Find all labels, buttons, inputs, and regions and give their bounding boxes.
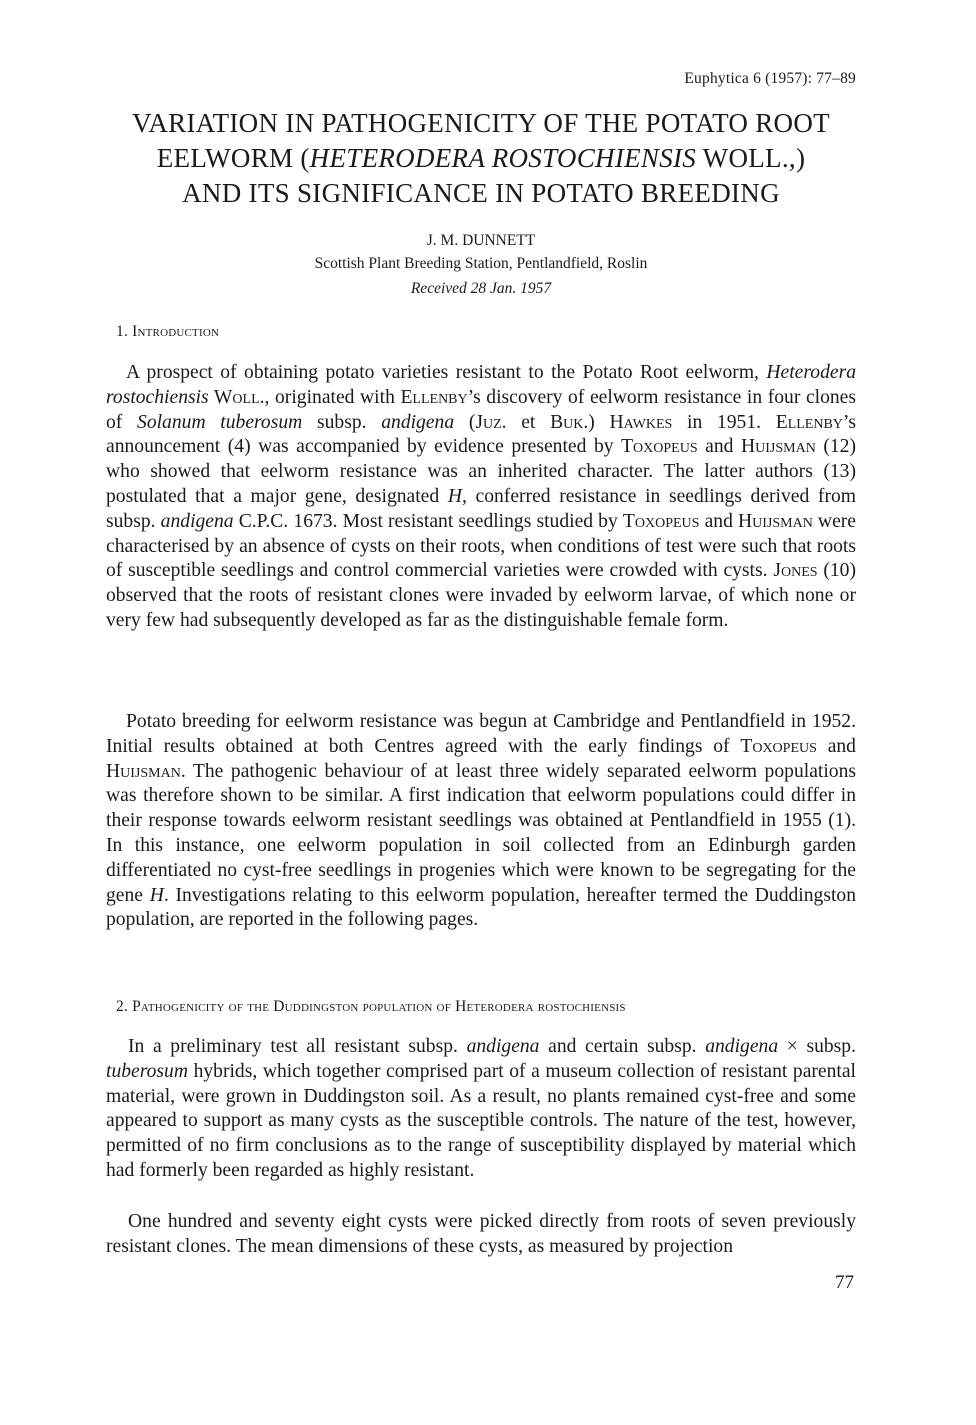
italic-term: Heterodera rostochiensis bbox=[106, 362, 856, 408]
text-run: (12) who showed that eelworm resistance was an inherited character. The latter authors (13) postulated that a major gene, designated bbox=[106, 436, 856, 507]
title-line-1: VARIATION IN PATHOGENICITY OF THE POTATO ROOT bbox=[132, 108, 830, 138]
title-line-2-prefix: EELWORM ( bbox=[156, 143, 310, 173]
section-heading-pathogenicity bbox=[116, 998, 626, 1016]
text-run: × subsp. bbox=[778, 1036, 857, 1057]
paragraph-intro-1 bbox=[106, 361, 856, 634]
paragraph-intro-2 bbox=[106, 710, 856, 933]
text-run: , originated with bbox=[264, 386, 401, 408]
received-date: Received 28 Jan. 1957 bbox=[410, 280, 552, 297]
author-affiliation: Scottish Plant Breeding Station, Pentlandfield, Roslin bbox=[314, 255, 648, 272]
title-line-2-suffix: WOLL.,) bbox=[696, 143, 806, 173]
text-run: A prospect of obtaining potato varieties resistant to the Potato Root eelworm, bbox=[126, 362, 767, 383]
italic-term: Solanum tuberosum bbox=[137, 411, 303, 433]
paragraph-pathogenicity-2: One hundred and seventy eight cysts were picked directly from roots of seven previously resistant clones. The mean dimensions of these cysts, as measured by projection bbox=[106, 1211, 856, 1257]
journal-citation: Euphytica 6 (1957): 77–89 bbox=[684, 70, 856, 87]
author-name: J. M. DUNNETT bbox=[426, 232, 536, 249]
small-caps-name: (Juz. bbox=[454, 411, 507, 433]
small-caps-name: Huijsman bbox=[106, 760, 181, 782]
text-run: ’s announcement (4) was accompanied by evidence presented by bbox=[106, 411, 856, 458]
text-run: et bbox=[506, 411, 551, 433]
small-caps-name: Ellenby bbox=[775, 411, 843, 433]
italic-term: H bbox=[447, 485, 462, 507]
section-heading-introduction bbox=[116, 323, 219, 341]
small-caps-name: Toxopeus bbox=[621, 436, 698, 458]
italic-term: andigena bbox=[705, 1036, 779, 1057]
italic-term: tuberosum bbox=[106, 1060, 189, 1082]
italic-term: H bbox=[149, 884, 164, 906]
text-run: . The pathogenic behaviour of at least three widely separated eelworm populations was therefore shown to be similar. A first indication that eelworm populations could differ in their response towards eelworm resistant seedlings was obtained at Pentlandfield in 1955 (1). In this instance, one eelworm population in soil collected from an Edinburgh garden differentiated no cyst-free seedlings in progenies which were known to be segregating for the gene bbox=[106, 760, 856, 906]
section-title: Pathogenicity of the Duddingston population of Heterodera rostochiensis bbox=[132, 998, 626, 1015]
section-number: 1. bbox=[116, 323, 129, 340]
text-run: C.P.C. 1673. Most resistant seedlings studied by bbox=[233, 510, 623, 532]
title-line-3: AND ITS SIGNIFICANCE IN POTATO BREEDING bbox=[182, 178, 780, 208]
page-number: 77 bbox=[835, 1272, 854, 1293]
text-run: In a preliminary test all resistant subsp. bbox=[128, 1036, 467, 1057]
small-caps-name: Huijsman bbox=[737, 510, 813, 532]
small-caps-name: Hawkes bbox=[609, 411, 673, 433]
small-caps-name: Huijsman bbox=[740, 436, 816, 458]
small-caps-name: Toxopeus bbox=[740, 735, 817, 757]
text-run: (10) observed that the roots of resistant clones were invaded by eelworm larvae, of which none or very few had subsequently developed as far as the distinguishable female form. bbox=[106, 560, 856, 631]
italic-term: andigena bbox=[466, 1036, 540, 1057]
text-run: were characterised by an absence of cysts on their roots, when conditions of test were such that roots of susceptible seedlings and control commercial varieties were crowded with cysts. bbox=[106, 510, 857, 582]
text-run: and bbox=[816, 735, 856, 757]
small-caps-name: Buk. bbox=[550, 411, 589, 433]
section-title: Introduction bbox=[132, 323, 220, 340]
text-run: , conferred resistance in seedlings derived from subsp. bbox=[106, 485, 857, 532]
title-species-name: HETERODERA ROSTOCHIENSIS bbox=[309, 143, 697, 173]
text-run: and bbox=[699, 510, 738, 532]
italic-term: andigena bbox=[381, 411, 455, 433]
text-run: and bbox=[697, 436, 741, 458]
text-run: ) bbox=[588, 411, 610, 433]
paragraph-pathogenicity-1 bbox=[106, 1035, 856, 1184]
small-caps-name: Toxopeus bbox=[622, 510, 700, 532]
small-caps-name: Woll. bbox=[208, 386, 265, 408]
text-run: ’s discovery of eelworm resistance in four clones of bbox=[106, 386, 857, 433]
small-caps-name: Ellenby bbox=[400, 386, 468, 408]
small-caps-name: Jones bbox=[773, 560, 818, 582]
text-run: and certain subsp. bbox=[539, 1036, 706, 1057]
text-run: . Investigations relating to this eelworm population, hereafter termed the Duddingston population, are reported in the following pages. bbox=[106, 884, 856, 931]
text-run: hybrids, which together comprised part of a museum collection of resistant parental material, were grown in Duddingston soil. As a result, no plants remained cyst-free and some appeared to support as many cysts as the susceptible controls. The nature of the test, however, permitted of no firm conclusions as to the range of susceptibility displayed by material which had formerly been regarded as highly resistant. bbox=[106, 1060, 856, 1181]
text-run: in 1951. bbox=[672, 411, 776, 433]
text-run: subsp. bbox=[302, 411, 382, 433]
paper-title bbox=[106, 106, 856, 211]
text-run: Potato breeding for eelworm resistance was begun at Cambridge and Pentlandfield in 1952. Initial results obtained at both Centres agreed with the early findings of bbox=[106, 711, 856, 757]
title-line-2 bbox=[106, 141, 856, 176]
italic-term: andigena bbox=[160, 510, 234, 532]
section-number: 2. bbox=[116, 998, 129, 1015]
